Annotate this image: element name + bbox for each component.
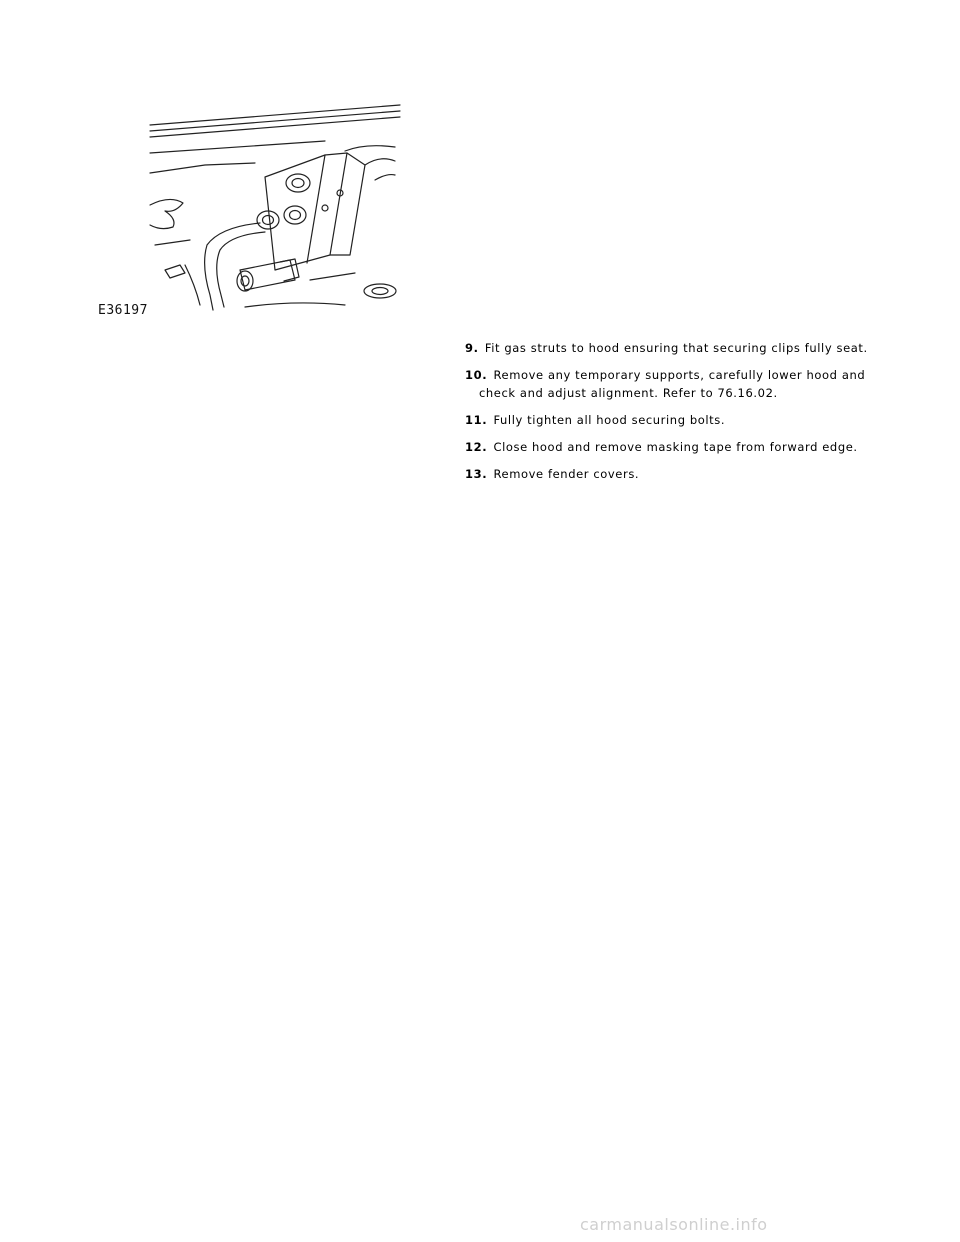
step-number: 13. xyxy=(465,467,488,481)
step-10 xyxy=(465,366,885,402)
step-11 xyxy=(465,411,885,429)
hood-hinge-illustration xyxy=(95,95,405,325)
step-12 xyxy=(465,438,885,456)
illustration-svg xyxy=(95,95,405,325)
procedure-steps xyxy=(465,339,885,492)
step-text: Fit gas struts to hood ensuring that securing clips fully seat. xyxy=(484,341,868,355)
step-number: 10. xyxy=(465,368,488,382)
step-text: Fully tighten all hood securing bolts. xyxy=(493,413,726,427)
watermark: carmanualsonline.info xyxy=(580,1215,768,1234)
step-text: Remove fender covers. xyxy=(493,467,640,481)
step-number: 11. xyxy=(465,413,488,427)
figure-label: E36197 xyxy=(98,303,148,318)
step-13 xyxy=(465,465,885,483)
step-9 xyxy=(465,339,885,357)
step-text: Remove any temporary supports, carefully lower hood and check and adjust alignment. Refer to 76.16.02. xyxy=(479,368,866,400)
step-text: Close hood and remove masking tape from forward edge. xyxy=(493,440,858,454)
step-number: 12. xyxy=(465,440,488,454)
step-number: 9. xyxy=(465,341,479,355)
